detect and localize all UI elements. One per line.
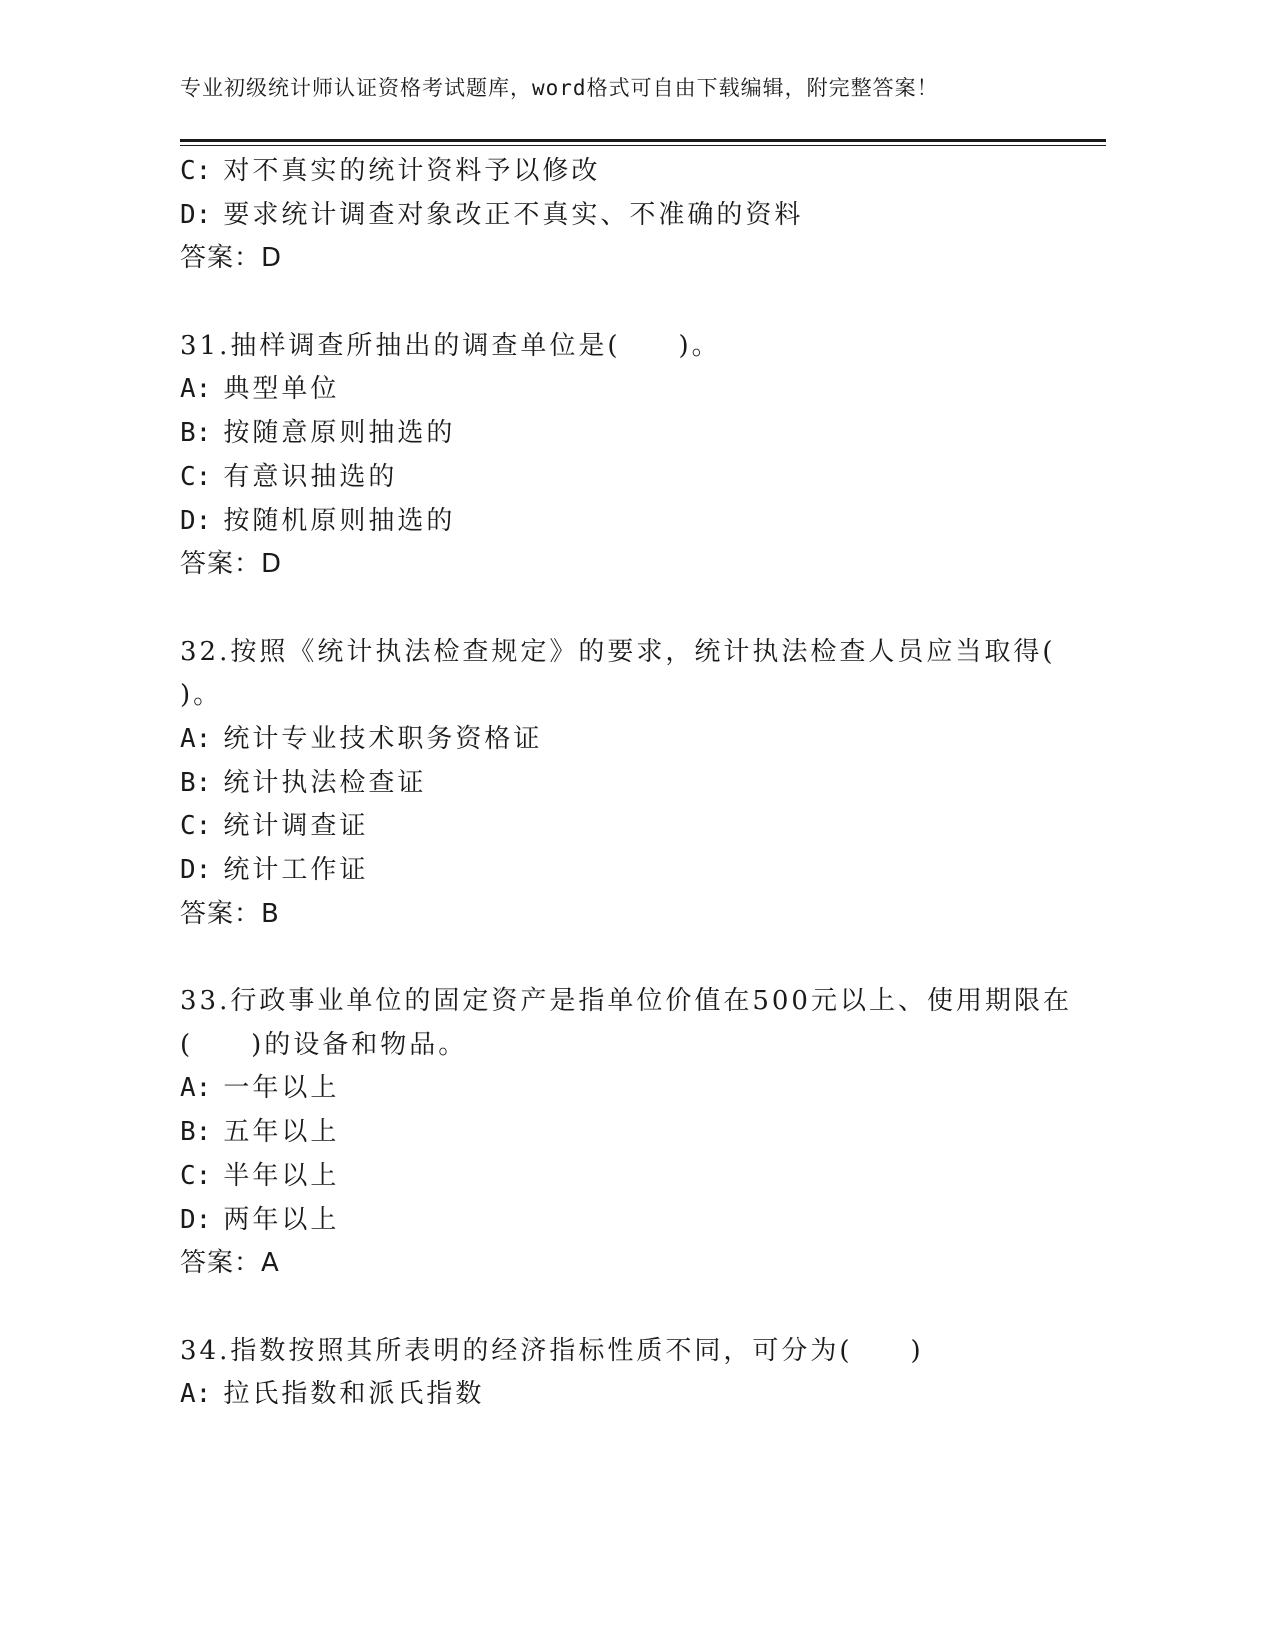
question-stem: 31.抽样调查所抽出的调查单位是( )。 xyxy=(180,330,721,361)
option-letter: A: xyxy=(180,374,212,405)
option-line xyxy=(180,1067,1080,1111)
option-letter: A: xyxy=(180,723,212,754)
question-content xyxy=(180,150,1080,1417)
answer-line: 答案：D xyxy=(180,549,283,580)
option-line xyxy=(180,1199,1080,1243)
option-text: 统计专业技术职务资格证 xyxy=(223,723,543,754)
option-line xyxy=(180,412,1080,456)
option-text: 统计调查证 xyxy=(223,811,369,842)
spacer xyxy=(180,936,1080,980)
answer-line: 答案：D xyxy=(180,243,283,274)
option-letter: D: xyxy=(180,855,212,885)
option-text: 典型单位 xyxy=(223,374,340,405)
option-line xyxy=(180,194,1080,238)
question-stem: 33.行政事业单位的固定资产是指单位价值在500元以上、使用期限在 xyxy=(180,986,1072,1017)
option-letter: C: xyxy=(180,811,212,842)
option-line xyxy=(180,368,1080,412)
option-text: 统计工作证 xyxy=(223,855,369,885)
header-divider-thick xyxy=(180,139,1106,142)
option-letter: A: xyxy=(180,1379,212,1410)
option-text: 两年以上 xyxy=(223,1204,340,1235)
option-text: 拉氏指数和派氏指数 xyxy=(223,1379,485,1410)
option-line xyxy=(180,150,1080,194)
option-text: 有意识抽选的 xyxy=(223,461,398,492)
option-text: 对不真实的统计资料予以修改 xyxy=(223,156,601,186)
option-letter: C: xyxy=(180,156,212,186)
option-letter: D: xyxy=(180,505,212,536)
option-text: 一年以上 xyxy=(223,1073,340,1104)
answer-line: 答案：A xyxy=(180,1248,280,1279)
option-line xyxy=(180,456,1080,500)
question-stem: 34.指数按照其所表明的经济指标性质不同，可分为( ) xyxy=(180,1335,924,1366)
option-letter: A: xyxy=(180,1073,212,1104)
option-text: 要求统计调查对象改正不真实、不准确的资料 xyxy=(223,199,804,230)
option-letter: D: xyxy=(180,1204,212,1235)
page-header: 专业初级统计师认证资格考试题库，word格式可自由下载编辑，附完整答案！ xyxy=(180,76,939,100)
header-divider-thin xyxy=(180,145,1106,146)
answer-line: 答案：B xyxy=(180,898,280,929)
option-line xyxy=(180,1155,1080,1199)
question-stem-continued: ( )的设备和物品。 xyxy=(180,1029,468,1060)
question-stem-continued: )。 xyxy=(180,680,223,711)
option-line xyxy=(180,805,1080,849)
option-text: 半年以上 xyxy=(223,1160,340,1191)
option-letter: B: xyxy=(180,767,212,798)
question-stem: 32.按照《统计执法检查规定》的要求，统计执法检查人员应当取得( xyxy=(180,636,1056,667)
option-line xyxy=(180,849,1080,893)
spacer xyxy=(180,1286,1080,1330)
option-text: 统计执法检查证 xyxy=(223,767,427,798)
option-text: 按随意原则抽选的 xyxy=(223,418,456,449)
option-text: 按随机原则抽选的 xyxy=(223,505,456,536)
option-line xyxy=(180,762,1080,806)
option-letter: C: xyxy=(180,1160,212,1191)
option-letter: D: xyxy=(180,199,212,230)
option-line xyxy=(180,718,1080,762)
option-text: 五年以上 xyxy=(223,1117,340,1148)
option-letter: C: xyxy=(180,461,212,492)
option-line xyxy=(180,1111,1080,1155)
spacer xyxy=(180,281,1080,325)
option-line xyxy=(180,1373,1080,1417)
option-letter: B: xyxy=(180,418,212,449)
option-letter: B: xyxy=(180,1117,212,1148)
spacer xyxy=(180,587,1080,631)
option-line xyxy=(180,500,1080,544)
